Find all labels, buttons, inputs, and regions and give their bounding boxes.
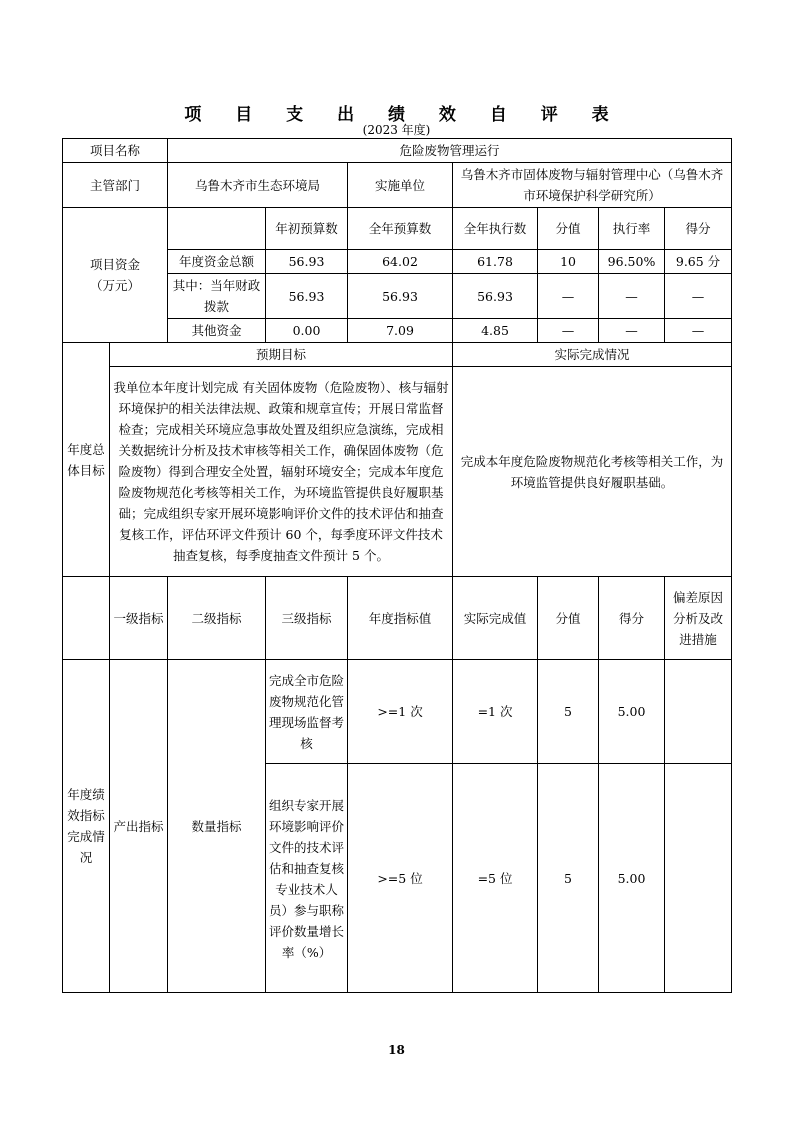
funds-header: 执行率: [599, 208, 665, 250]
level3-indicator: 完成全市危险废物规范化管理现场监督考核: [266, 660, 348, 764]
indicator-header: 年度指标值: [348, 577, 453, 660]
funds-header: 得分: [665, 208, 732, 250]
expected-goal-header: 预期目标: [110, 343, 453, 367]
indicator-header: 分值: [538, 577, 599, 660]
funds-cell: 10: [538, 250, 599, 274]
indicator-header-row: [63, 577, 732, 660]
funds-header-blank: [168, 208, 266, 250]
indicator-header: 偏差原因分析及改进措施: [665, 577, 732, 660]
indicator-row: [63, 660, 732, 764]
expected-goal-text: 我单位本年度计划完成 有关固体废物（危险废物）、核与辐射环境保护的相关法律法规、政策和规章宣传；开展日常监督检查；完成相关环境应急事故处置及组织应急演练，完成相关数据统计分析及技术审核等相关工作，确保固体废物（危险废物）得到合理安全处置，辐射环境安全；完成本年度危险废物规范化考核等相关工作，为环境监管提供良好履职基础；完成组织专家开展环境影响评价文件的技术评估和抽查复核工作，评估环评文件预计 60 个，每季度环评文件技术抽查复核，每季度抽查文件预计 5 个。: [110, 367, 453, 577]
deviation: [665, 660, 732, 764]
score-value: 5: [538, 660, 599, 764]
level2-indicator: 数量指标: [168, 660, 266, 993]
funds-cell: 56.93: [453, 274, 538, 319]
funds-cell: 56.93: [266, 274, 348, 319]
goal-content-row: [63, 367, 732, 577]
overall-goal-label: 年度总体目标: [63, 343, 110, 577]
indicator-header: 实际完成值: [453, 577, 538, 660]
page-number: 18: [388, 1043, 405, 1057]
dept-label: 主管部门: [63, 163, 168, 208]
funds-cell: —: [599, 319, 665, 343]
department-row: [63, 163, 732, 208]
funds-label: 项目资金 （万元）: [63, 208, 168, 343]
goal-header-row: [63, 343, 732, 367]
target-value: >=1 次: [348, 660, 453, 764]
unit-label: 实施单位: [348, 163, 453, 208]
funds-header: 全年执行数: [453, 208, 538, 250]
funds-cell: 61.78: [453, 250, 538, 274]
deviation: [665, 764, 732, 993]
funds-cell: 0.00: [266, 319, 348, 343]
funds-cell: 64.02: [348, 250, 453, 274]
page-title: 项 目 支 出 绩 效 自 评 表: [184, 105, 623, 125]
indicator-header: 得分: [599, 577, 665, 660]
funds-row-label: 年度资金总额: [168, 250, 266, 274]
funds-cell: 7.09: [348, 319, 453, 343]
dept-value: 乌鲁木齐市生态环境局: [168, 163, 348, 208]
score-value: 5: [538, 764, 599, 993]
funds-cell: —: [538, 319, 599, 343]
funds-cell: —: [665, 274, 732, 319]
target-value: >=5 位: [348, 764, 453, 993]
indicator-header-blank: [63, 577, 110, 660]
funds-cell: 4.85: [453, 319, 538, 343]
indicators-section-label: 年度绩效指标完成情况: [63, 660, 110, 993]
indicator-header: 一级指标: [110, 577, 168, 660]
actual-completion-header: 实际完成情况: [453, 343, 732, 367]
funds-row-label: 其他资金: [168, 319, 266, 343]
project-name-label: 项目名称: [63, 139, 168, 163]
level1-indicator: 产出指标: [110, 660, 168, 993]
funds-cell: —: [665, 319, 732, 343]
funds-header: 全年预算数: [348, 208, 453, 250]
self-evaluation-table: [62, 138, 732, 993]
funds-header-row: [63, 208, 732, 250]
project-name-value: 危险废物管理运行: [168, 139, 732, 163]
level3-indicator: 组织专家开展环境影响评价文件的技术评估和抽查复核专业技术人员）参与职称评价数量增长率（%）: [266, 764, 348, 993]
funds-cell: —: [599, 274, 665, 319]
funds-cell: 96.50%: [599, 250, 665, 274]
score: 5.00: [599, 660, 665, 764]
funds-cell: —: [538, 274, 599, 319]
indicator-header: 二级指标: [168, 577, 266, 660]
actual-value: =5 位: [453, 764, 538, 993]
year-label: (2023 年度): [362, 123, 431, 137]
actual-value: =1 次: [453, 660, 538, 764]
project-name-row: [63, 139, 732, 163]
indicator-header: 三级指标: [266, 577, 348, 660]
funds-cell: 56.93: [348, 274, 453, 319]
funds-cell: 56.93: [266, 250, 348, 274]
actual-completion-text: 完成本年度危险废物规范化考核等相关工作，为环境监管提供良好履职基础。: [453, 367, 732, 577]
funds-row-label: 其中：当年财政拨款: [168, 274, 266, 319]
score: 5.00: [599, 764, 665, 993]
funds-header: 年初预算数: [266, 208, 348, 250]
funds-cell: 9.65 分: [665, 250, 732, 274]
unit-value: 乌鲁木齐市固体废物与辐射管理中心（乌鲁木齐市环境保护科学研究所）: [453, 163, 732, 208]
funds-header: 分值: [538, 208, 599, 250]
